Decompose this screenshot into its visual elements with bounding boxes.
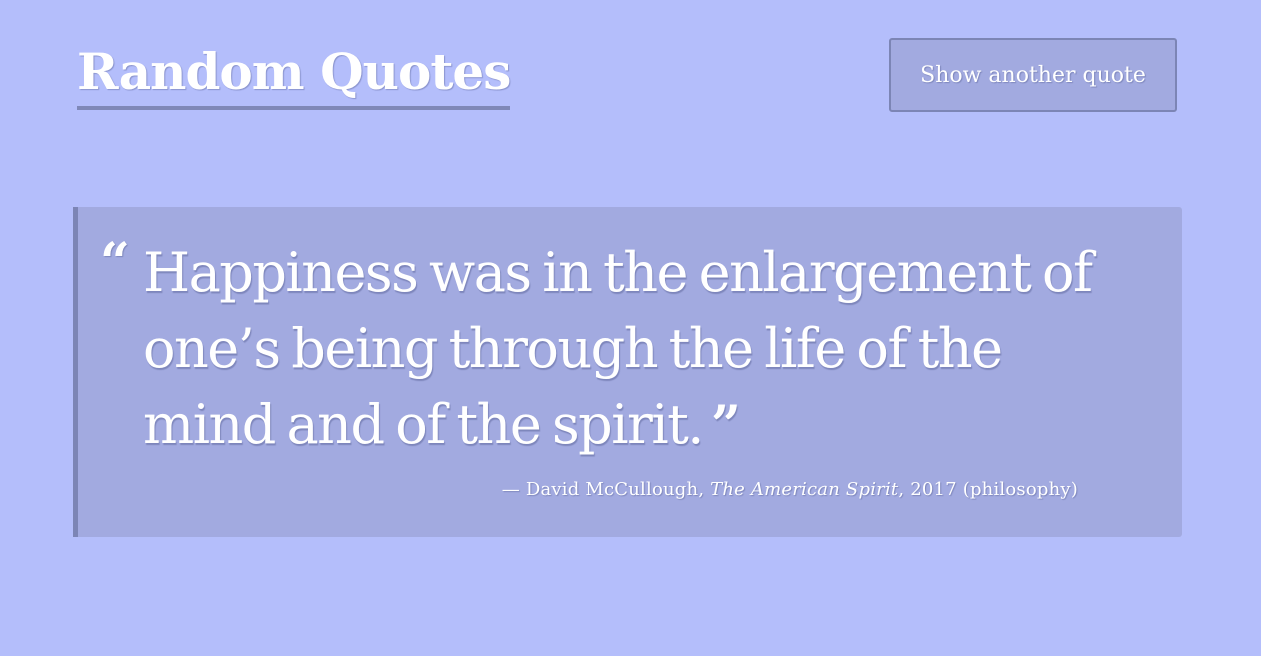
quote-text: Happiness was in the enlargement of one’s being through the life of the mind and of the spirit. bbox=[143, 241, 1092, 456]
quote-source: The American Spirit bbox=[710, 479, 899, 500]
quote-text-block bbox=[143, 235, 1143, 464]
quote-attribution: — David McCullough, The American Spirit, 2017 (philosophy) bbox=[501, 479, 1078, 500]
close-quote-icon: ” bbox=[710, 395, 741, 456]
quote-year: 2017 bbox=[910, 479, 957, 500]
header bbox=[77, 38, 1177, 118]
quote-card bbox=[73, 207, 1182, 537]
quote-author: David McCullough bbox=[525, 479, 699, 500]
quote-tag: (philosophy) bbox=[962, 479, 1078, 500]
show-another-quote-button[interactable]: Show another quote bbox=[889, 38, 1177, 112]
attribution-dash: — bbox=[501, 479, 520, 500]
site-title-link[interactable]: Random Quotes bbox=[77, 42, 510, 110]
open-quote-icon: “ bbox=[100, 232, 130, 293]
